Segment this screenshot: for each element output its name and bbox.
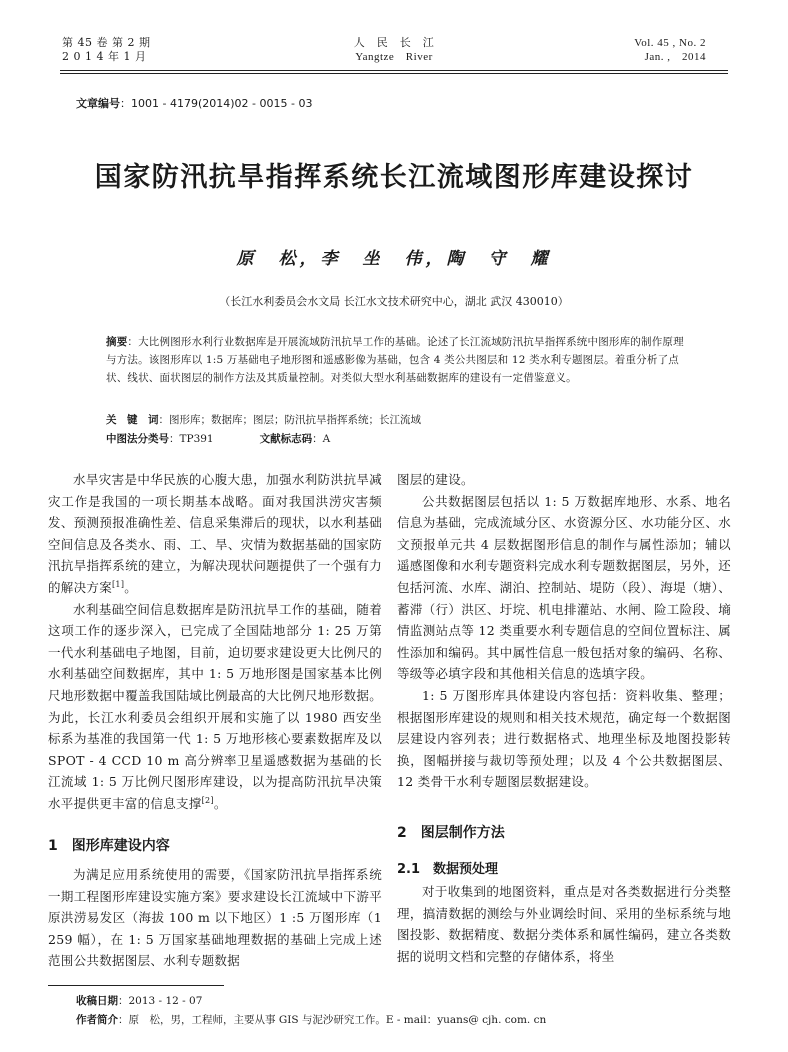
paragraph: 图层的建设。 <box>397 472 474 487</box>
doc-code-value: ：A <box>312 433 331 445</box>
header-rule-thin <box>60 73 728 74</box>
journal-issue-info-en <box>634 36 706 64</box>
paragraph <box>48 469 382 599</box>
clc-label: 中图法分类号 <box>106 433 169 445</box>
abstract-label: 摘要 <box>106 336 128 348</box>
keywords-text: ：图形库；数据库；图层；防汛抗旱指挥系统；长江流域 <box>158 414 421 426</box>
article-number-value: ：1001 - 4179(2014)02 - 0015 - 03 <box>120 97 313 110</box>
journal-name-cn: 人 民 长 江 <box>353 36 435 49</box>
doc-code-label: 文献标志码 <box>259 433 313 445</box>
clc-value: ：TP391 <box>169 433 214 445</box>
volume-issue: 第 45 卷 第 2 期 <box>62 36 151 49</box>
author-bio-label: 作者简介 <box>76 1014 118 1026</box>
classification <box>106 430 686 448</box>
paragraph: 公共数据图层包括以 1: 5 万数据库地形、水系、地名信息为基础，完成流域分区、水资源分区、水功能分区、水文预报单元共 4 层数据图形信息的制作与属性添加；辅以遥感图像和水利专题资料完成水利专题数据图层，另外，还包括河流、水库、湖泊、控制站、堤防（段）、海堤（塘）、蓄滞（行）洪区、圩垸、机电排灌站、水闸、险工险段、墒情监测站点等 12 类重要水利专题信息的空间位置标注、属性添加和编码。其中属性信息一般包括对象的编码、名称、等级等必填字段和其他相关信息的选填字段。 <box>397 493 731 682</box>
issue-date: 2 0 1 4 年 1 月 <box>62 50 147 63</box>
received-value: ：2013 - 12 - 07 <box>118 995 203 1007</box>
footnote-rule <box>48 985 224 986</box>
body-left-column <box>48 469 382 815</box>
citation: [1] <box>112 579 125 589</box>
paragraph-end: 。 <box>124 579 138 595</box>
authors: 原 松，李 坐 伟，陶 守 耀 <box>236 249 552 269</box>
article-number <box>76 95 312 111</box>
keywords <box>106 411 686 429</box>
paragraph <box>48 599 382 815</box>
paragraph: 为满足应用系统使用的需要，《国家防汛抗旱指挥系统一期工程图形库建设实施方案》要求建设长江流域中下游平原洪涝易发区（海拔 100 m 以下地区）1 :5 万图形库（1 259 幅），在 1: 5 万国家基础地理数据的基础上完成上述范围公共数据图层、水利专题数据 <box>48 867 382 969</box>
volume-issue-en: Vol. 45 , No. 2 <box>634 37 706 49</box>
abstract <box>106 333 686 387</box>
paper-title: 国家防汛抗旱指挥系统长江流域图形库建设探讨 <box>94 162 694 193</box>
section-heading-1: 1 图形库建设内容 <box>48 838 170 854</box>
section-heading-2: 2 图层制作方法 <box>397 825 505 841</box>
received-date <box>76 992 202 1010</box>
paragraph-text: 水利基础空间信息数据库是防汛抗旱工作的基础，随着这项工作的逐步深入，已完成了全国陆地部分 1: 25 万第一代水利基础电子地图，目前，迫切要求建设更大比例尺的水利基础空间数据库，其中 1: 5 万地形图是国家基本比例尺地形数据中覆盖我国陆域比例最高的大比例尺地形数据。为此，长江水利委员会组织开展和实施了以 1980 西安坐标系为基准的我国第一代 1: 5 万地形核心要素数据库及以 SPOT - 4 CCD 10 m 高分辨率卫星遥感数据为基础的长江流域 1: 5 万比例尺图形库建设，以为提高防汛抗旱决策水平提供更丰富的信息支撑 <box>48 601 382 811</box>
paragraph: 1: 5 万图形库具体建设内容包括：资料收集、整理；根据图形库建设的规则和相关技术规范，确定每一个数据图层建设内容列表；进行数据格式、地理坐标及地图投影转换，图幅拼接与裁切等预处理；以及 4 个公共数据图层、12 类骨干水利专题图层数据建设。 <box>397 687 731 790</box>
citation: [2] <box>201 795 214 805</box>
body-right-column <box>397 469 731 793</box>
body-left-column-continued <box>48 864 382 972</box>
abstract-text: ：大比例图形水利行业数据库是开展流域防汛抗旱工作的基础。论述了长江流域防汛抗旱指挥系统中图形库的制作原理与方法。该图形库以 1:5 万基础电子地形图和遥感影像为基础，包含 4 类公共图层和 12 类水利专题图层。着重分析了点状、线状、面状图层的制作方法及其质量控制。对类似大型水利基础数据库的建设有一定借鉴意义。 <box>106 336 684 384</box>
subsection-heading-2-1: 2.1 数据预处理 <box>397 862 499 877</box>
affiliation: （长江水利委员会水文局 长江水文技术研究中心，湖北 武汉 430010） <box>219 295 569 308</box>
received-label: 收稿日期 <box>76 995 118 1007</box>
author-bio-text: ：原 松，男，工程师，主要从事 GIS 与泥沙研究工作。E - mail：yuans@ cjh. com. cn <box>118 1014 547 1026</box>
author-bio <box>76 1011 546 1029</box>
keywords-label: 关 键 词 <box>106 414 159 426</box>
paragraph: 对于收集到的地图资料，重点是对各类数据进行分类整理，搞清数据的测绘与外业调绘时间、采用的坐标系统与地图投影、数据精度、数据分类体系和属性编码，建立各类数据的说明文档和完整的存储体系，将坐 <box>397 884 731 964</box>
header-rule <box>60 70 728 71</box>
journal-name-en: Yangtze River <box>355 51 433 63</box>
body-right-column-continued <box>397 881 731 967</box>
paragraph-text: 水旱灾害是中华民族的心腹大患，加强水利防洪抗旱减灾工作是我国的一项长期基本战略。面对我国洪涝灾害频发、预测预报准确性差、信息采集滞后的现状，以水利基础空间信息及各类水、雨、工、旱、灾情为数据基础的国家防汛抗旱指挥系统的建立，为解决现状问题提供了一个强有力的解决方案 <box>48 472 382 595</box>
issue-date-en: Jan. , 2014 <box>644 51 706 63</box>
article-number-label: 文章编号 <box>76 97 120 110</box>
paragraph-end: 。 <box>213 795 227 811</box>
